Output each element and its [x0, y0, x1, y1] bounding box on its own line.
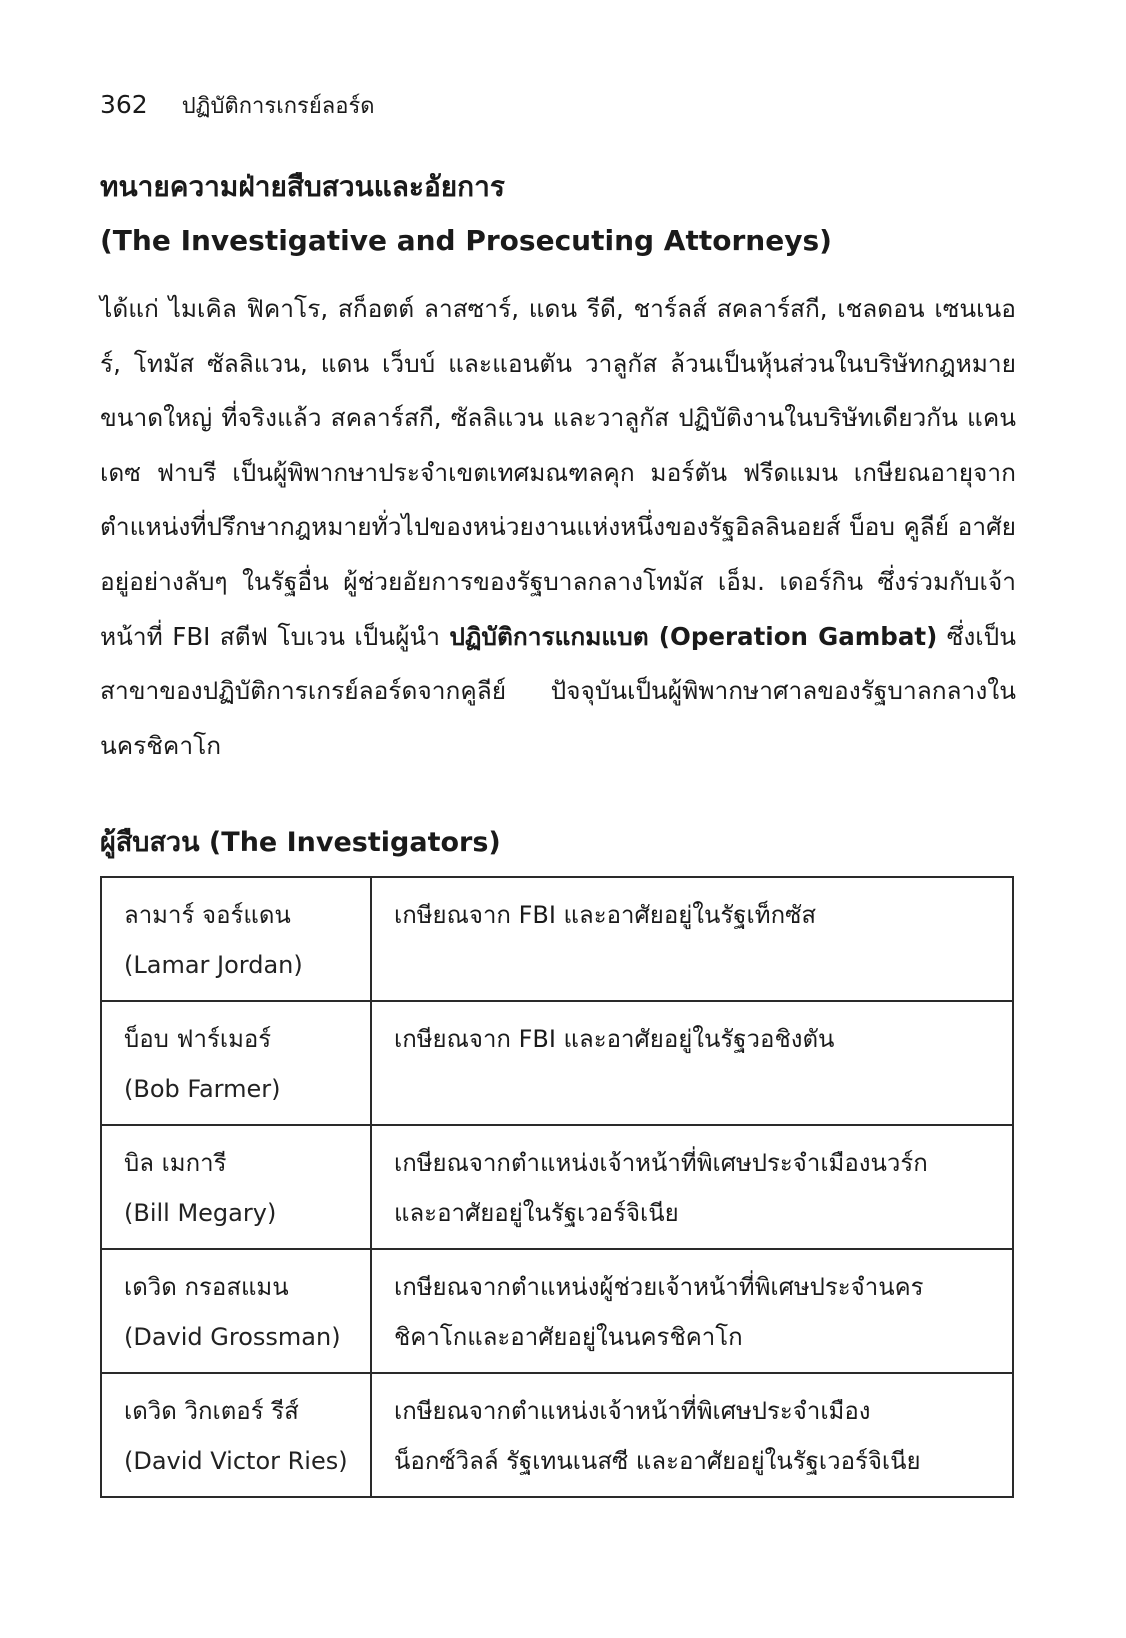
attorneys-heading: [100, 160, 1020, 268]
investigator-name-thai: บิล เมการี: [124, 1149, 227, 1177]
attorneys-heading-thai: ทนายความฝ่ายสืบสวนและอัยการ: [100, 170, 505, 203]
investigator-name-cell: [101, 1001, 371, 1125]
table-row: [101, 1249, 1013, 1373]
investigator-name-english: (Bob Farmer): [124, 1075, 281, 1103]
operation-gambat-term: ปฏิบัติการแกมแบต (Operation Gambat): [449, 621, 938, 651]
investigator-name-thai: เดวิด วิกเตอร์ รีส์: [124, 1397, 299, 1425]
investigator-name-cell: [101, 1373, 371, 1497]
investigator-name-thai: เดวิด กรอสแมน: [124, 1273, 289, 1301]
table-row: [101, 1001, 1013, 1125]
paragraph-text-part2: ซึ่งเป็นสาขาของปฏิบัติการเกรย์ลอร์ดจากคูลีย์ ปัจจุบันเป็นผู้พิพากษาศาลของรัฐบาลกลางในนครชิคาโก: [100, 621, 1016, 760]
investigator-description-cell: [371, 877, 1013, 1001]
investigator-name-cell: [101, 1249, 371, 1373]
investigator-name-thai: ลามาร์ จอร์แดน: [124, 901, 291, 929]
investigator-description-line: และอาศัยอยู่ในรัฐเวอร์จิเนีย: [394, 1199, 679, 1227]
attorneys-heading-english: (The Investigative and Prosecuting Attorneys): [100, 224, 832, 257]
investigator-description-line: เกษียณจากตำแหน่งผู้ช่วยเจ้าหน้าที่พิเศษประจำนคร: [394, 1273, 924, 1301]
investigator-name-english: (David Grossman): [124, 1323, 341, 1351]
attorneys-paragraph: [100, 282, 1016, 773]
investigator-name-english: (David Victor Ries): [124, 1447, 348, 1475]
investigator-description-cell: [371, 1249, 1013, 1373]
table-row: [101, 877, 1013, 1001]
investigator-name-cell: [101, 877, 371, 1001]
page-number: 362: [100, 90, 148, 119]
investigator-description-line: ชิคาโกและอาศัยอยู่ในนครชิคาโก: [394, 1323, 743, 1351]
investigator-description-line: เกษียณจากตำแหน่งเจ้าหน้าที่พิเศษประจำเมือง: [394, 1397, 871, 1425]
paragraph-text-part1: ได้แก่ ไมเคิล ฟิคาโร, สก็อตต์ ลาสซาร์, แดน รีดี, ชาร์ลส์ สคลาร์สกี, เชลดอน เซนเนอร์, โทมัส ซัลลิแวน, แดน เว็บบ์ และแอนตัน วาลูกัส ล้วนเป็นหุ้นส่วนในบริษัทกฎหมายขนาดใหญ่ ที่จริงแล้ว สคลาร์สกี, ซัลลิแวน และวาลูกัส ปฏิบัติงานในบริษัทเดียวกัน แคนเดซ ฟาบรี เป็นผู้พิพากษาประจำเขตเทศมณฑลคุก มอร์ตัน ฟรีดแมน เกษียณอายุจากตำแหน่งที่ปรึกษากฎหมายทั่วไปของหน่วยงานแห่งหนึ่งของรัฐอิลลินอยส์ บ็อบ คูลีย์ อาศัยอยู่อย่างลับๆ ในรัฐอื่น ผู้ช่วยอัยการของรัฐบาลกลางโทมัส เอ็ม. เดอร์กิน ซึ่งร่วมกับเจ้าหน้าที่ FBI สตีฟ โบเวน เป็นผู้นำ: [100, 294, 1016, 651]
investigator-name-english: (Lamar Jordan): [124, 951, 303, 979]
page-header: [100, 88, 375, 123]
investigator-description-line: น็อกซ์วิลล์ รัฐเทนเนสซี และอาศัยอยู่ในรัฐเวอร์จิเนีย: [394, 1447, 921, 1475]
investigator-name-cell: [101, 1125, 371, 1249]
table-row: [101, 1125, 1013, 1249]
investigator-name-thai: บ็อบ ฟาร์เมอร์: [124, 1025, 272, 1053]
investigators-heading: ผู้สืบสวน (The Investigators): [100, 827, 501, 858]
investigator-description-cell: [371, 1373, 1013, 1497]
investigator-description-line: เกษียณจากตำแหน่งเจ้าหน้าที่พิเศษประจำเมืองนวร์ก: [394, 1149, 928, 1177]
investigator-description-cell: [371, 1001, 1013, 1125]
investigator-description-line: เกษียณจาก FBI และอาศัยอยู่ในรัฐเท็กซัส: [394, 901, 817, 929]
investigator-description-line: เกษียณจาก FBI และอาศัยอยู่ในรัฐวอชิงตัน: [394, 1025, 835, 1053]
table-row: [101, 1373, 1013, 1497]
investigator-description-cell: [371, 1125, 1013, 1249]
investigators-table: [100, 876, 1014, 1498]
investigator-name-english: (Bill Megary): [124, 1199, 277, 1227]
running-title: ปฏิบัติการเกรย์ลอร์ด: [181, 94, 375, 119]
